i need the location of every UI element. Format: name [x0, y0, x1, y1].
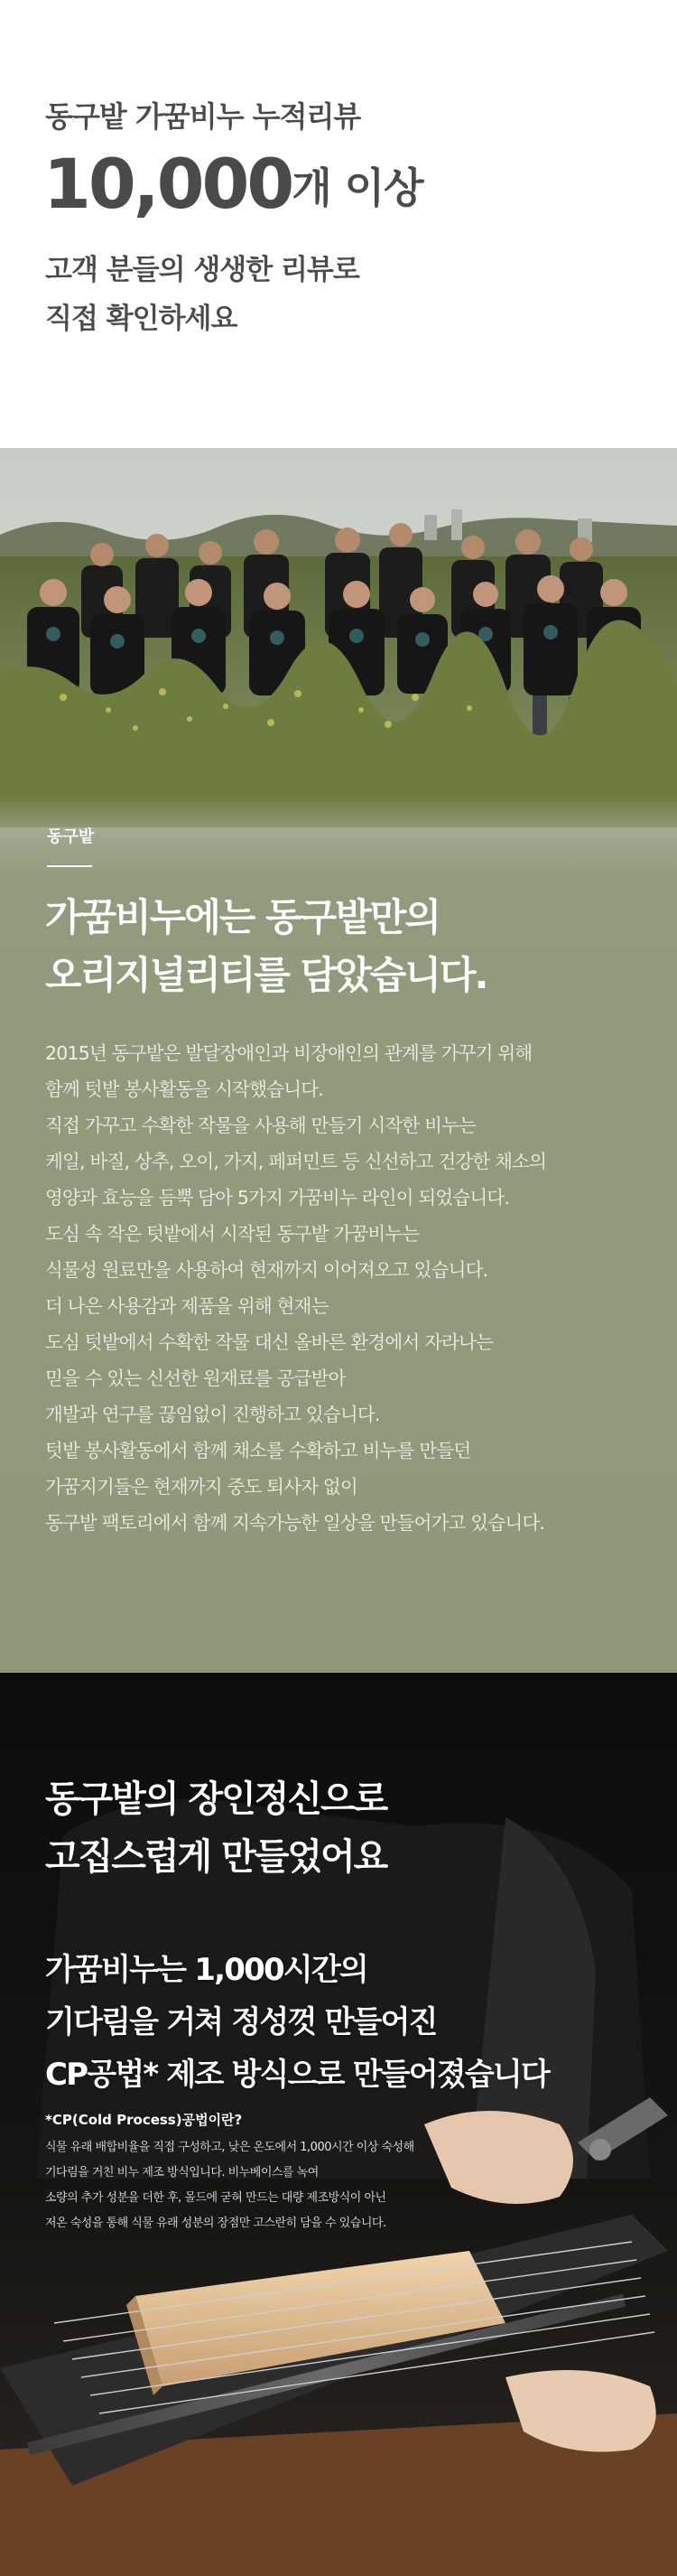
story-body-line: 가꿈지기들은 현재까지 중도 퇴사자 없이 — [45, 1476, 357, 1498]
craftsmanship-section — [0, 1673, 677, 2576]
cp-note-line: 소량의 추가 성분을 더한 후, 몰드에 굳혀 만드는 대량 제조방식이 아닌 — [45, 2191, 386, 2205]
craft-subtitle-line: 가꿈비누는 1,000시간의 — [45, 1952, 367, 1988]
story-body-line: 텃밭 봉사활동에서 함께 채소를 수확하고 비누를 만들던 — [45, 1440, 471, 1461]
story-body-line: 2015년 동구밭은 발달장애인과 비장애인의 관계를 가꾸기 위해 — [45, 1042, 533, 1064]
story-body-line: 도심 텃밭에서 수확한 작물 대신 올바른 환경에서 자라나는 — [45, 1331, 494, 1353]
craft-subtitle-line: CP공법* 제조 방식으로 만들어졌습니다 — [45, 2057, 550, 2093]
cp-note-line: 식물 유래 배합비율을 직접 구성하고, 낮은 온도에서 1,000시간 이상 숙성해 — [45, 2141, 414, 2154]
review-banner — [0, 0, 677, 448]
review-headline: 동구밭 가꿈비누 누적리뷰 — [45, 99, 361, 134]
cp-note-title: *CP(Cold Process)공법이란? — [45, 2112, 243, 2128]
craft-title — [45, 1770, 386, 1886]
story-body-line: 영양과 효능을 듬뿍 담아 5가지 가꿈비누 라인이 되었습니다. — [45, 1187, 510, 1209]
review-count — [43, 144, 423, 224]
story-body-line: 도심 속 작은 텃밭에서 시작된 동구밭 가꿈비누는 — [45, 1223, 420, 1245]
story-body — [45, 1035, 659, 1541]
divider — [47, 865, 92, 867]
review-subtext-line: 고객 분들의 생생한 리뷰로 — [45, 254, 359, 286]
story-body-line: 직접 가꾸고 수확한 작물을 사용해 만들기 시작한 비누는 — [45, 1115, 477, 1136]
team-photo-illustration — [0, 448, 677, 827]
team-photo — [0, 448, 677, 827]
review-subtext-line: 직접 확인하세요 — [45, 303, 237, 335]
story-body-line: 케일, 바질, 상추, 오이, 가지, 페퍼민트 등 신선하고 건강한 채소의 — [45, 1151, 547, 1172]
review-subtext — [45, 246, 359, 343]
craft-subtitle-line: 기다림을 거쳐 정성껏 만들어진 — [45, 2004, 437, 2040]
story-body-line: 동구밭 팩토리에서 함께 지속가능한 일상을 만들어가고 있습니다. — [45, 1512, 545, 1534]
cp-note-line: 저온 숙성을 통해 식물 유래 성분의 장점만 고스란히 담을 수 있습니다. — [45, 2217, 386, 2230]
craft-title-line: 동구밭의 장인정신으로 — [45, 1778, 387, 1820]
story-title — [45, 889, 487, 1004]
craft-title-line: 고집스럽게 만들었어요 — [45, 1836, 387, 1878]
story-body-line: 더 나은 사용감과 제품을 위해 현재는 — [45, 1295, 329, 1317]
craft-subtitle — [45, 1944, 549, 2101]
story-body-line: 믿을 수 있는 신선한 원재료를 공급받아 — [45, 1367, 346, 1389]
story-body-line: 개발과 연구를 끊임없이 진행하고 있습니다. — [45, 1404, 380, 1425]
brand-label: 동구밭 — [47, 827, 95, 846]
brand-story — [0, 795, 677, 1673]
cp-note-line: 기다림을 거친 비누 제조 방식입니다. 비누베이스를 녹여 — [45, 2166, 319, 2179]
story-title-line: 가꿈비누에는 동구밭만의 — [45, 895, 440, 939]
cp-note — [45, 2135, 414, 2236]
review-count-suffix: 개 이상 — [292, 163, 423, 212]
story-body-line: 식물성 원료만을 사용하여 현재까지 이어져오고 있습니다. — [45, 1259, 488, 1281]
story-title-line: 오리지널리티를 담았습니다. — [45, 953, 487, 997]
review-count-number: 10,000 — [43, 144, 292, 224]
story-body-line: 함께 텃밭 봉사활동을 시작했습니다. — [45, 1078, 323, 1100]
